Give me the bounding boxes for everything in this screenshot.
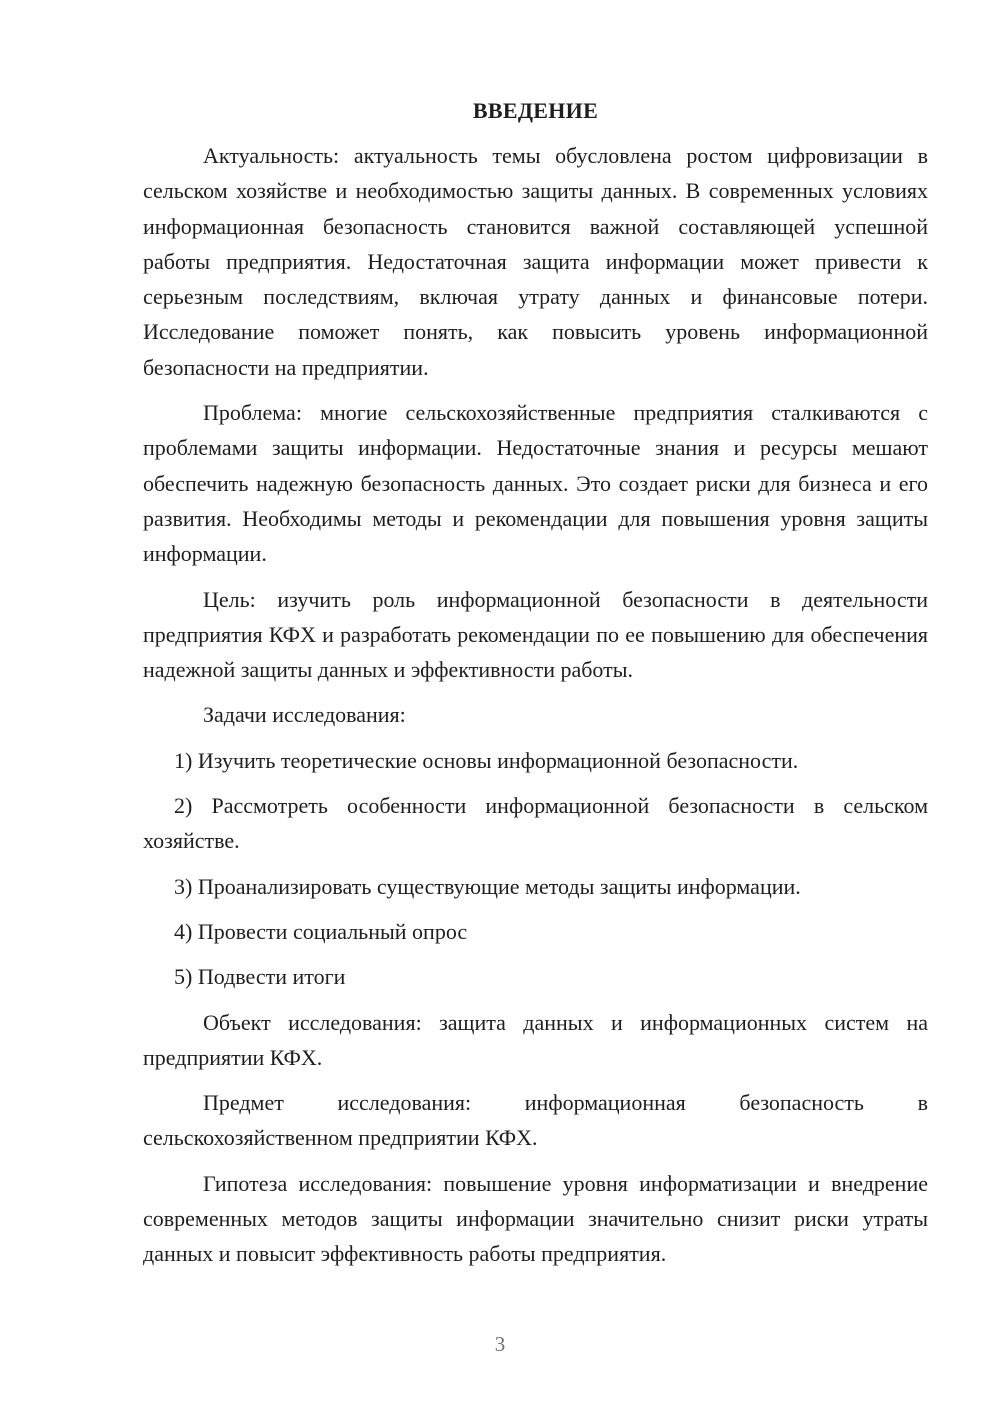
task-item-2: 2) Рассмотреть особенности информационной безопасности в сельском хозяйстве.	[143, 793, 928, 854]
task-item-4: 4) Провести социальный опрос	[174, 918, 468, 944]
task-item-1: 1) Изучить теоретические основы информационной безопасности.	[174, 747, 799, 773]
task-item-5: 5) Подвести итоги	[174, 964, 346, 990]
relevance-paragraph: Актуальность: актуальность темы обусловлена ростом цифровизации в сельском хозяйстве и необходимостью защиты данных. В современных условиях информационная безопасность становится важной составляющей успешной работы предприятия. Недостаточная защита информации может привести к серьезным последствиям, включая утрату данных и финансовые потери. Исследование поможет понять, как повысить уровень информационной безопасности на предприятии.	[143, 143, 928, 380]
hypothesis-paragraph: Гипотеза исследования: повышение уровня информатизации и внедрение современных методов защиты информации значительно снизит риски утраты данных и повысит эффективность работы предприятия.	[143, 1170, 928, 1267]
page-number: 3	[494, 1332, 506, 1356]
page-content	[143, 93, 928, 1272]
task-item-3: 3) Проанализировать существующие методы защиты информации.	[174, 873, 801, 899]
subject-paragraph: Предмет исследования: информационная безопасность в сельскохозяйственном предприятии КФХ.	[143, 1090, 928, 1151]
page-title: ВВЕДЕНИЕ	[472, 98, 599, 123]
goal-paragraph: Цель: изучить роль информационной безопасности в деятельности предприятия КФХ и разработать рекомендации по ее повышению для обеспечения надежной защиты данных и эффективности работы.	[143, 586, 928, 683]
object-paragraph: Объект исследования: защита данных и информационных систем на предприятии КФХ.	[143, 1009, 928, 1070]
problem-paragraph: Проблема: многие сельскохозяйственные предприятия сталкиваются с проблемами защиты информации. Недостаточные знания и ресурсы мешают обеспечить надежную безопасность данных. Это создает риски для бизнеса и его развития. Необходимы методы и рекомендации для повышения уровня защиты информации.	[143, 400, 928, 567]
tasks-heading: Задачи исследования:	[203, 702, 406, 728]
